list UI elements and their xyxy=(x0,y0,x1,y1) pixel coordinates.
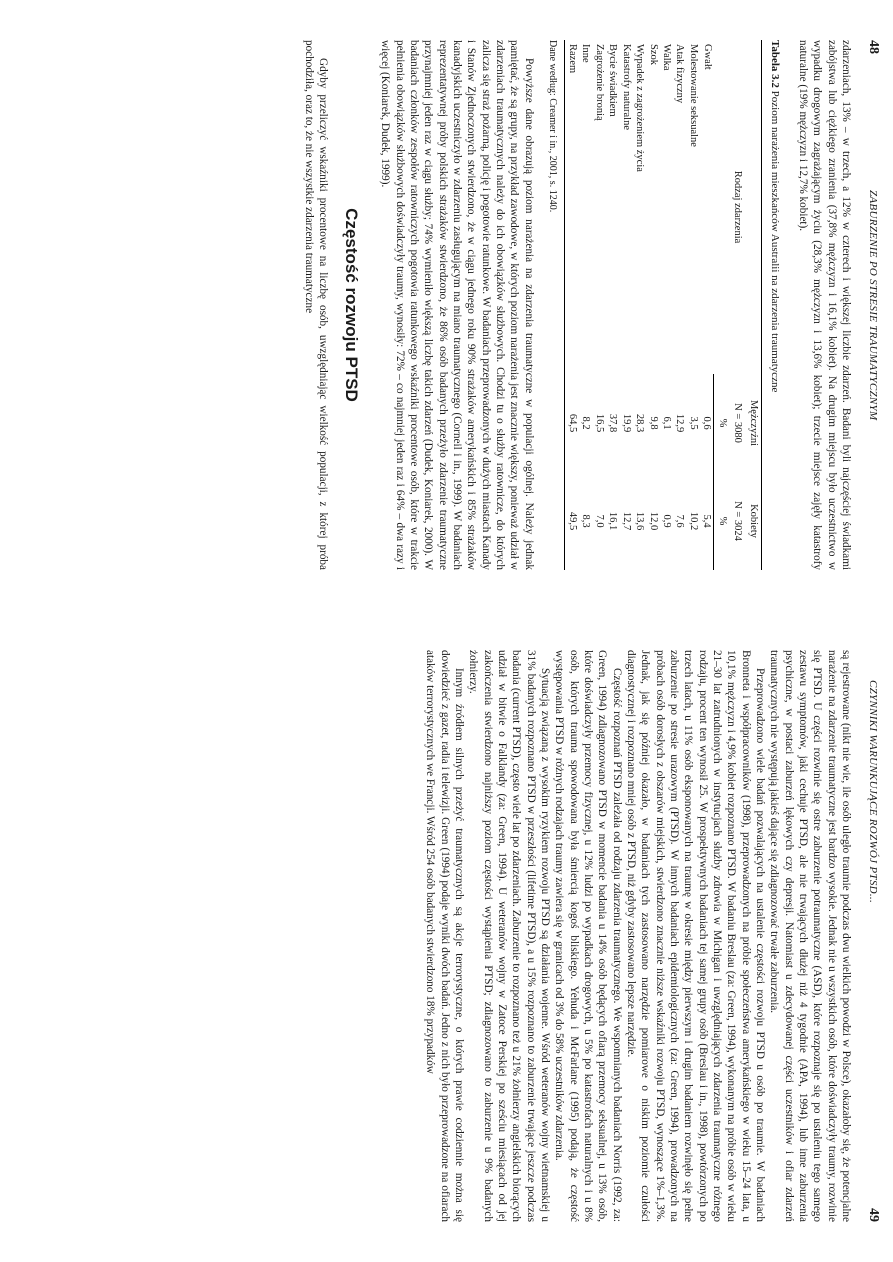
women-value: 5,4 xyxy=(701,514,713,528)
men-value: 6,1 xyxy=(660,416,672,430)
table-row xyxy=(619,40,632,570)
table-header-men-n: N = 3080 xyxy=(732,403,744,443)
paragraph: Częstość rozpoznań PTSD zależała od rodzaju zdarzenia traumatycznego. We wspomnianych badaniach Norris (1992, za: Green, 1994) zdiagnozowano PTSD w momencie badania u 14% osób będących ofiarą przemocy seksualnej, u 13% osób, które doświadczyły przemocy fizycznej, u 12% ludzi po wypadkach drogowych, u 5% po katastrofach naturalnych i u 8% osób, których trauma spowodowana była śmiercią kogoś bliskiego. Yehuda i McFarlane (1995) podają, że częstość występowania PTSD w różnych rodzajach traumy zawiera się w granicach od 3% do 58% uczestników zdarzenia. xyxy=(553,650,623,1222)
paragraph: zdarzeniach, 13% – w trzech, a 12% w czterech i większej liczbie zdarzeń. Badani byli najczęściej świadkami zabójstwa lub ciężkiego zranienia (37,8% mężczyzn i 16,1% kobiet). Na drugim miejscu było uczestnictwo w wypadku drogowym zagrażającym życiu (28,3% mężczyzn i 13,6% kobiet); trzecie miejsce zajęły katastrofy naturalne (19% mężczyzn i 12,7% kobiet). xyxy=(797,40,852,570)
running-head: ZABURZENIE PO STRESIE TRAUMATYCZNYM xyxy=(867,190,879,421)
table-row xyxy=(686,40,699,570)
table-header-women-n: N = 3024 xyxy=(732,501,744,541)
event-type: Razem xyxy=(565,40,579,374)
table-label: Tabela 3.2 xyxy=(768,40,781,88)
table-row xyxy=(579,40,592,570)
table-caption-text: Poziom narażenia mieszkańców Australii na zdarzenia traumatyczne xyxy=(768,90,781,393)
table-header-unit: % xyxy=(714,374,730,472)
women-value: 7,6 xyxy=(674,514,686,528)
event-type: Szok xyxy=(647,44,659,65)
event-type: Inne xyxy=(580,44,592,63)
left-page-body xyxy=(302,40,853,570)
table-row xyxy=(660,40,673,570)
table-source: Dane według: Creamer i in., 2001, s. 1240. xyxy=(547,40,559,213)
section-title: Częstość rozwoju PTSD xyxy=(342,208,362,402)
paragraph: Gdyby przeliczyć wskaźniki procentowe na liczbę osób, uwzględniając wielkość populacji, z której próba pochodziła, oraz to, że nie wszystkie zdarzenia traumatyczne xyxy=(303,40,330,570)
table-row xyxy=(700,40,714,570)
table-header-women: Kobiety xyxy=(745,472,761,570)
table-header-unit: % xyxy=(714,472,730,570)
table-row xyxy=(633,40,646,570)
women-value: 12,0 xyxy=(647,511,659,531)
women-value: 0,9 xyxy=(660,514,672,528)
paragraph: Innym źródłem silnych przeżyć traumatycznych są akcje terrorystyczne, o których prawie codziennie można się dowiedzieć z gazet, radia i telewizji. Green (1994) podaje wyniki dwóch badań. Jedno z nich było przeprowadzone na ofiarach ataków terrorystycznych we Francji. Wśród 254 osób badanych stwierdzono 18% przypadków xyxy=(424,650,466,1222)
men-value: 64,5 xyxy=(565,374,579,472)
table-row-total xyxy=(565,40,579,570)
event-type: Wypadek z zagrożeniem życia xyxy=(634,44,646,172)
event-type: Molestowanie seksualne xyxy=(687,44,699,147)
women-value: 13,6 xyxy=(634,511,646,531)
men-value: 19,9 xyxy=(620,413,632,433)
event-type: Walka xyxy=(660,44,672,71)
page-number: 49 xyxy=(866,1208,881,1222)
event-type: Zagrożenie bronią xyxy=(593,44,605,121)
exposure-table xyxy=(564,40,761,570)
left-page xyxy=(0,0,893,600)
table-row xyxy=(646,40,659,570)
women-value: 8,3 xyxy=(580,514,592,528)
paragraph: Przeprowadzono wiele badań pozwalających na ustalenie częstości rozwoju PTSD u osób po traumie. W badaniach Bronneta i współpracowników (1998), przeprowadzonych na próbie społeczeństwa amerykańskiego w wieku 15–24 lata, u 10,1% mężczyzn i 4,9% kobiet rozpoznano PTSD. W badaniu Breslau (za: Green, 1994), wykonanym na próbie osób w wieku 21–30 lat zatrudnionych w instytucjach służby zdrowia w Michigan i uwzględniających zdarzenia traumatyczne różnego rodzaju, procent ten wynosił 25. W prospektywnych badaniach tej samej grupy osób (Breslau i in., 1998), powtórzonych po trzech latach, u 11% osób eksponowanych na traumę w okresie między pierwszym i drugim badaniem rozwinęło się pełne zaburzenie po stresie urazowym (PTSD). W innych badaniach epidemiologicznych (za: Green, 1994), prowadzonych na próbach osób dorosłych z obszarów miejskich, stwierdzono znacznie niższe wskaźniki rozwoju PTSD, wynoszące 1%–1,3%. Jednak, jak się później okazało, w badaniach tych zastosowano narzędzie pomiarowe o niskim poziomie czułości diagnostycznej i rozpoznano mniej osób z PTSD, niż gdyby zastosowano lepsze narzędzie. xyxy=(625,650,767,1222)
table-row xyxy=(592,40,605,570)
men-value: 0,6 xyxy=(701,416,713,430)
page-number: 48 xyxy=(866,40,881,54)
running-head: CZYNNIKI WARUNKUJĄCE ROZWÓJ PTSD... xyxy=(867,680,879,904)
event-type: Atak fizyczny xyxy=(674,44,686,104)
table-caption xyxy=(768,40,782,570)
men-value: 16,5 xyxy=(593,413,605,433)
women-value: 16,1 xyxy=(607,511,619,531)
men-value: 9,8 xyxy=(647,416,659,430)
table-header-men: Mężczyźni xyxy=(745,374,761,472)
men-value: 3,5 xyxy=(687,416,699,430)
event-type: Katastrofy naturalne xyxy=(620,44,632,131)
table-row xyxy=(673,40,686,570)
table-header-category: Rodzaj zdarzenia xyxy=(714,40,761,374)
table-row xyxy=(606,40,619,570)
men-value: 28,3 xyxy=(634,413,646,433)
women-value: 7,0 xyxy=(593,514,605,528)
paragraph: Sytuacją związaną z wysokim ryzykiem rozwoju PTSD są działania wojenne. Wśród weteranów wojny wietnamskiej u 31% badanych rozpoznano PTSD w przeszłości (lifetime PTSD), a u 15% rozpoznano to zaburzenie trwające jeszcze podczas badania (current PTSD), często wiele lat po zdarzeniach. Zaburzenie to rozpoznano też u 21% żołnierzy angielskich biorących udział w bitwie o Falklandy (za: Green, 1994). U weteranów wojny w Zatoce Perskiej po sześciu miesiącach od jej zakończenia stwierdzono najniższy poziom częstości wystąpienia PTSD; zdiagnozowano to zaburzenie u 9% badanych żołnierzy. xyxy=(467,650,552,1222)
women-value: 12,7 xyxy=(620,511,632,531)
event-type: Gwałt xyxy=(701,44,713,70)
men-value: 8,2 xyxy=(580,416,592,430)
women-value: 49,5 xyxy=(565,472,579,570)
event-type: Bycie świadkiem xyxy=(607,44,619,117)
men-value: 37,8 xyxy=(607,413,619,433)
paragraph: Powyższe dane obrazują poziom narażenia na zdarzenia traumatyczne w populacji ogólnej. Należy jednak pamiętać, że są grupy, na przykład zawodowe, w których poziom narażenia jest znacznie większy, ponieważ udział w zdarzeniach traumatycznych należy do ich obowiązków służbowych. Chodzi tu o służby ratownicze, do których zalicza się straż pożarną, policję i pogotowie ratunkowe. W badaniach przeprowadzonych w dużych miastach Kanady i Stanów Zjednoczonych stwierdzono, że w ciągu jednego roku 90% strażaków amerykańskich i 85% strażaków kanadyjskich uczestniczyło w zdarzeniu zasługującym na miano traumatycznego (Corneil i in., 1999). W badaniach reprezentatywnej próby polskich strażaków stwierdzono, że 86% osób badanych przeżyło zdarzenie traumatyczne przynajmniej jeden raz w ciągu służby; 74% wymieniło większą liczbę takich zdarzeń (Dudek, Koniarek, 2000). W badaniach członków zespołów ratowniczych pogotowia ratunkowego wskaźniki procentowe osób, które w trakcie pełnienia obowiązków służbowych doświadczyły traumy, wynosiły: 72% – co najmniej jeden raz i 64% – dwa razy i więcej (Koniarek, Dudek, 1999). xyxy=(379,40,535,570)
women-value: 10,2 xyxy=(687,511,699,531)
paragraph: są rejestrowane (nikt nie wie, ile osób uległo traumie podczas dwu wielkich powodzi w Polsce), okazałoby się, że potencjalne narażenie na zdarzenie traumatyczne jest bardzo wysokie. Jednak nie u wszystkich osób, które doświadczyły traumy, rozwinie się PTSD. U części rozwinie się ostre zaburzenie potraumatyczne (ASD), które rozpoznaje się po ustaleniu tego samego zestawu symptomów, jaki cechuje PTSD, ale nie trwających dłużej niż 4 tygodnie (APA, 1994), lub inne zaburzenia psychiczne, w postaci zaburzeń lękowych czy depresji. Natomiast u zdecydowanej części uczestników i ofiar zdarzeń traumatycznych nie występują jakieś dające się zdiagnozować trwałe zaburzenia. xyxy=(768,650,852,1222)
right-page xyxy=(0,640,893,1262)
men-value: 12,9 xyxy=(674,413,686,433)
right-page-body xyxy=(423,650,853,1222)
